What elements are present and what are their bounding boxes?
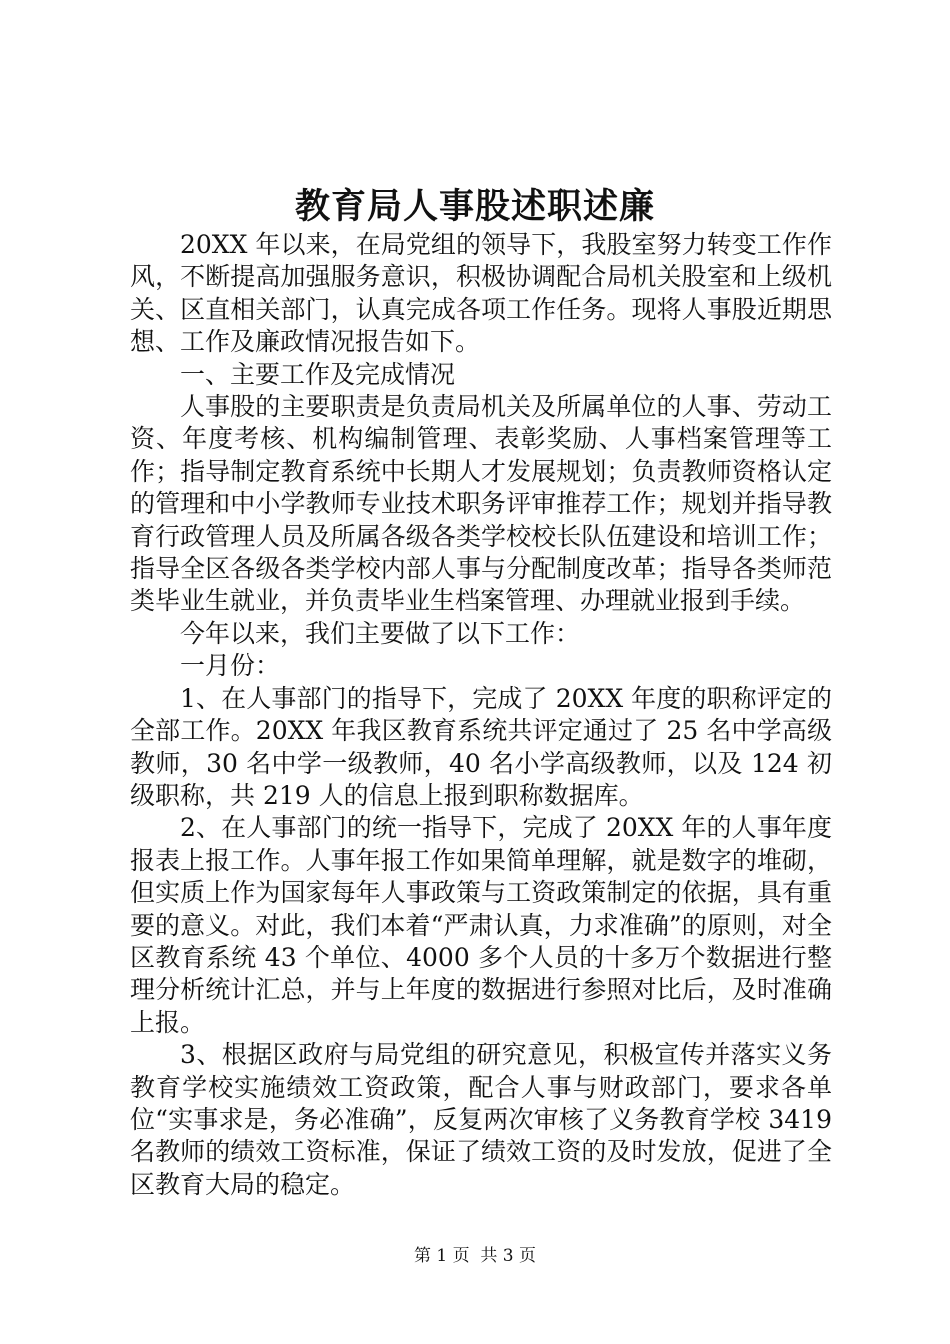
- paragraph-item-3: 3、根据区政府与局党组的研究意见，积极宣传并落实义务教育学校实施绩效工资政策，配合人事与财政部门，要求各单位“实事求是，务必准确”，反复两次审核了义务教育学校 3419 名教师的绩效工资标准，保证了绩效工资的及时发放，促进了全区教育大局的稳定。: [130, 1040, 832, 1199]
- paragraph-item-2: 2、在人事部门的统一指导下，完成了 20XX 年的人事年度报表上报工作。人事年报工作如果简单理解，就是数字的堆砌，但实质上作为国家每年人事政策与工资政策制定的依据，具有重要的意义。对此，我们本着“严肃认真，力求准确”的原则，对全区教育系统 43 个单位、4000 多个人员的十多万个数据进行整理分析统计汇总，并与上年度的数据进行参照对比后，及时准确上报。: [130, 813, 832, 1037]
- document-body: [130, 229, 832, 1201]
- paragraph-duties: 人事股的主要职责是负责局机关及所属单位的人事、劳动工资、年度考核、机构编制管理、表彰奖励、人事档案管理等工作；指导制定教育系统中长期人才发展规划；负责教师资格认定的管理和中小学教师专业技术职务评审推荐工作；规划并指导教育行政管理人员及所属各级各类学校校长队伍建设和培训工作；指导全区各级各类学校内部人事与分配制度改革；指导各类师范类毕业生就业，并负责毕业生档案管理、办理就业报到手续。: [130, 392, 832, 616]
- paragraph-work-intro: 今年以来，我们主要做了以下工作：: [180, 618, 581, 648]
- paragraph-intro: 20XX 年以来，在局党组的领导下，我股室努力转变工作作风，不断提高加强服务意识，积极协调配合局机关股室和上级机关、区直相关部门，认真完成各项工作任务。现将人事股近期思想、工作及廉政情况报告如下。: [130, 230, 832, 357]
- paragraph-item-1: 1、在人事部门的指导下，完成了 20XX 年度的职称评定的全部工作。20XX 年我区教育系统共评定通过了 25 名中学高级教师，30 名中学一级教师，40 名小学高级教师，以及 124 初级职称，共 219 人的信息上报到职称数据库。: [130, 683, 832, 810]
- page-footer: [0, 1244, 950, 1268]
- page-number: 第 1 页: [413, 1246, 470, 1266]
- paragraph-month: 一月份：: [180, 651, 281, 681]
- section-heading: 一、主要工作及完成情况: [180, 359, 456, 389]
- page-total: 共 3 页: [480, 1246, 537, 1266]
- document-title: 教育局人事股述职述廉: [294, 186, 655, 227]
